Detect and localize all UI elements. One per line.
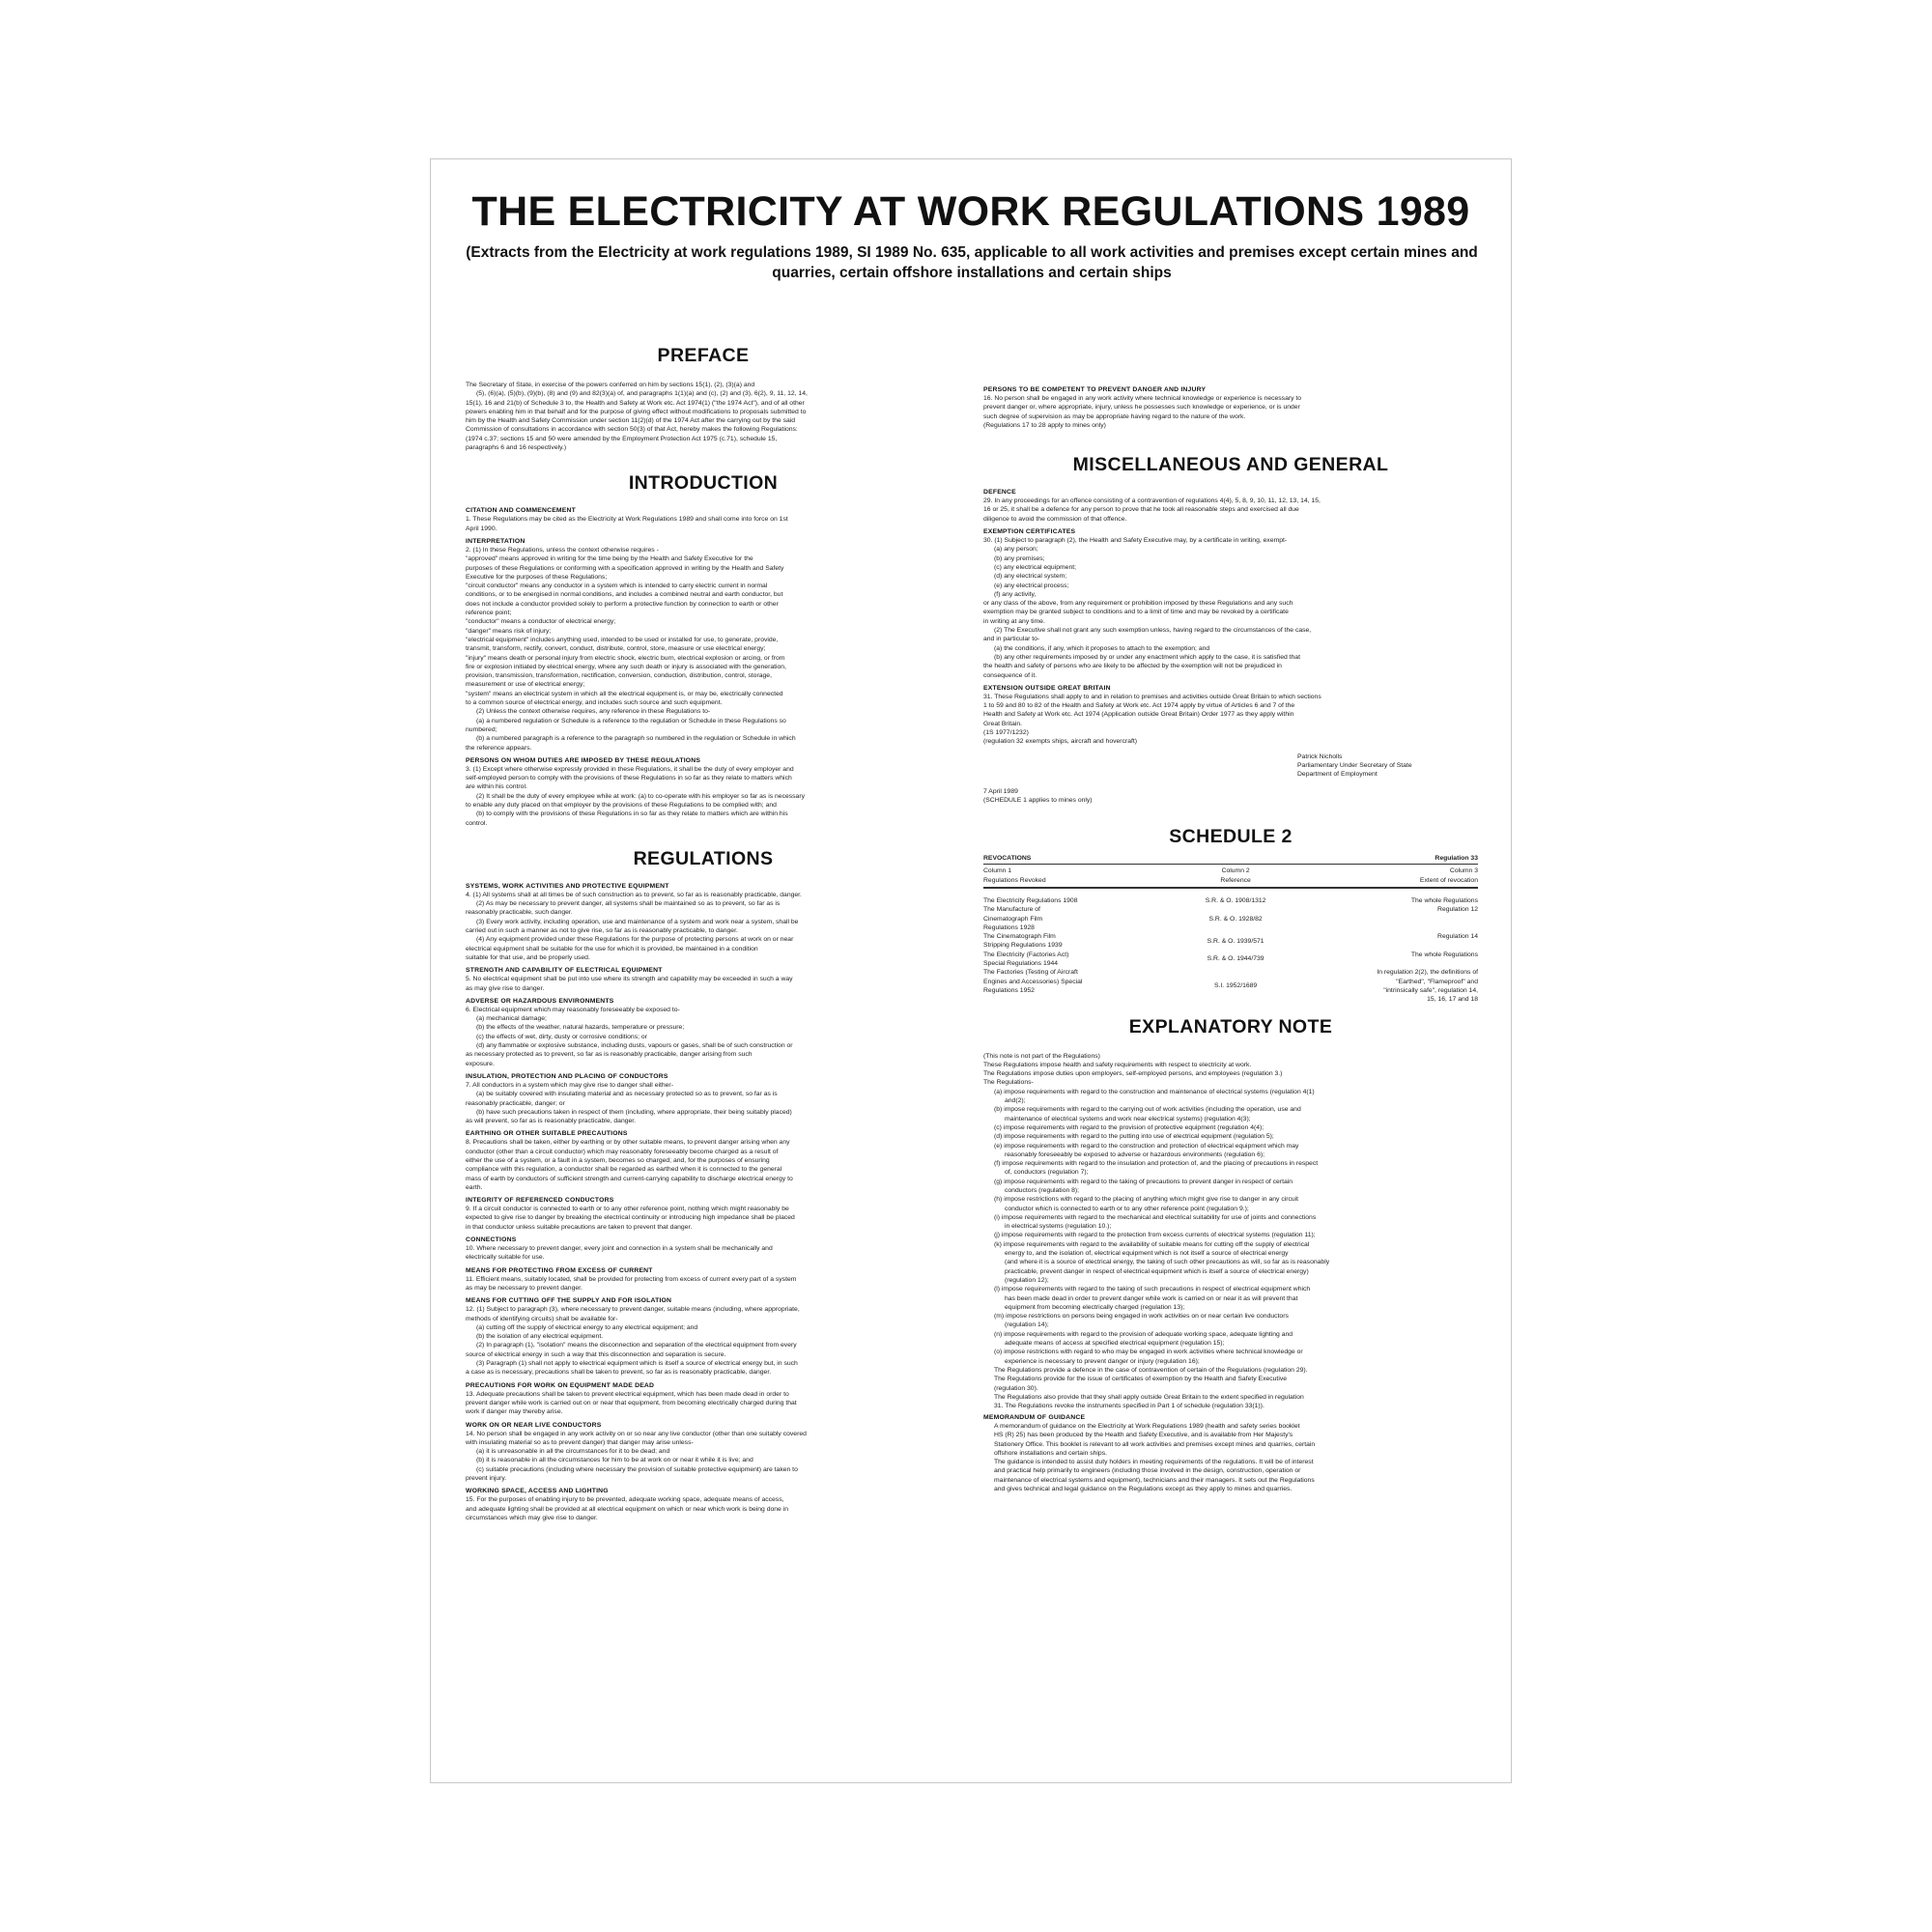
memorandum-text-line: Stationery Office. This booklet is relevant to all work activities and premises except mines and quarries, certain [994,1440,1316,1448]
explanatory-text-line: energy to, and the isolation of, electrical equipment which is not itself a source of electrical energy [1005,1250,1289,1258]
explanatory-note-section [983,1016,1478,1494]
explanatory-text-line: conductor which is connected to earth or to any other reference point (regulation 9.); [1005,1205,1249,1212]
introduction-subheading: INTERPRETATION [466,537,526,545]
introduction-text-line: "system" means an electrical system in which all the electrical equipment is, or may be, electrically connected [466,690,783,697]
regulation-text-line: suitable for that use, and be properly used. [466,953,590,961]
signature-line: Parliamentary Under Secretary of State [1297,761,1412,769]
explanatory-text-line: has been made dead in order to prevent danger while work is carried on or near it as will prevent that [1005,1294,1298,1302]
column-header-line: Extent of revocation [1419,876,1478,884]
schedule-column-header [983,867,1161,885]
cell-line: "Earthed", "Flameproof" and [1396,978,1478,985]
regulation-text-line: as may give rise to danger. [466,984,545,992]
regulation-text-line: 10. Where necessary to prevent danger, every joint and connection in a system shall be mechanically and [466,1245,773,1253]
regulation-text-line: and adequate lighting shall be provided at all electrical equipment on which or near which work is being done in [466,1505,789,1513]
regulations-heading: REGULATIONS [633,847,774,869]
explanatory-text-line: (j) impose requirements with regard to the protection from excess currents of electrical systems (regulation 11); [994,1232,1316,1239]
explanatory-text-line: (c) impose requirements with regard to the provision of protective equipment (regulation 4(4); [994,1123,1264,1131]
regulation-text-line: as may be necessary to prevent danger. [466,1284,582,1292]
cell-line: The whole Regulations [1410,951,1478,958]
introduction-text-line: the reference appears. [466,744,532,752]
regulation-text-line: (a) it is unreasonable in all the circumstances for it to be dead; and [476,1448,670,1456]
miscellaneous-text-line: (c) any electrical equipment; [994,563,1076,571]
regulation-text-line: methods of identifying circuits) shall be available for- [466,1315,618,1322]
poster-title: THE ELECTRICITY AT WORK REGULATIONS 1989 [471,188,1470,235]
introduction-subheading: CITATION AND COMMENCEMENT [466,507,576,515]
regulation-text-line: (b) it is reasonable in all the circumstances for him to be at work on or near it while it is live; and [476,1457,753,1464]
regulation-subheading: WORKING SPACE, ACCESS AND LIGHTING [466,1488,609,1495]
signature-date: 7 April 1989 [983,787,1018,795]
explanatory-text-line: (and where it is a source of electrical energy, the taking of such other precautions as will, so far as is reasonably [1005,1259,1330,1266]
introduction-text-line: to enable any duty placed on that employer by the provisions of these Regulations to be complied with; and [466,801,777,809]
cell-line: Regulation 12 [1437,906,1478,914]
introduction-text-line: (b) a numbered paragraph is a reference to the paragraph so numbered in the regulation or Schedule in which [476,735,796,743]
introduction-text-line: are within his control. [466,783,527,791]
introduction-block [466,537,941,753]
preface-text-line: (1974 c.37; sections 15 and 50 were amended by the Employment Protection Act 1975 (c.71), schedule 15, [466,435,778,442]
regulation-block [466,1129,941,1192]
regulation-33-label: Regulation 33 [1435,855,1478,863]
explanatory-text-line: (o) impose restrictions with regard to who may be engaged in work activities where technical knowledge or [994,1349,1303,1356]
explanatory-text-line: (regulation 30). [994,1384,1038,1392]
regulation-text-line: exposure. [466,1060,495,1067]
regulation-text-line: a case as is necessary, precautions shall be taken to prevent, so far as is reasonably practicable, danger. [466,1369,772,1377]
miscellaneous-text-line: in writing at any time. [983,617,1045,625]
introduction-text-line: (2) Unless the context otherwise requires, any reference in these Regulations to- [476,708,711,716]
competence-text-line: 16. No person shall be engaged in any work activity where technical knowledge or experience is necessary to [983,395,1302,402]
schedule-rule [983,864,1478,865]
regulation-text-line: 7. All conductors in a system which may give rise to danger shall either- [466,1081,673,1089]
regulation-text-line: 8. Precautions shall be taken, either by earthing or by other suitable means, to prevent danger arising when any [466,1139,790,1147]
regulation-text-line: (a) mechanical damage; [476,1015,547,1023]
column-header-line: Column 2 [1221,867,1250,875]
competence-text-line: prevent danger or, where appropriate, injury, unless he possesses such knowledge or experience, or is under [983,404,1300,412]
explanatory-text-line: (k) impose requirements with regard to the availability of suitable means for cutting off the supply of electrical [994,1240,1310,1248]
introduction-text-line: conditions, or to be energised in normal conditions, and includes a combined neutral and earth conductor, but [466,591,783,599]
miscellaneous-block [983,488,1478,524]
introduction-text-line: provision, transmission, transformation, rectification, conversion, conduction, distribution, control, storage, [466,672,772,680]
preface-section [466,345,941,452]
schedule-row [983,968,1478,1004]
cell-line: The Cinematograph Film [983,933,1056,941]
column-header-line: Regulations Revoked [983,876,1046,884]
cell-line: The Manufacture of [983,906,1040,914]
cell-line: Stripping Regulations 1939 [983,942,1063,950]
regulation-text-line: with insulating material so as to prevent danger) that danger may arise unless- [466,1438,694,1446]
introduction-text-line: 1. These Regulations may be cited as the Electricity at Work Regulations 1989 and shall come into force on 1st [466,516,788,524]
schedule-2-section [983,826,1478,1004]
extent-cell [1310,896,1478,905]
explanatory-text-line: The Regulations provide for the issue of certificates of exemption by the Health and Safety Executive [994,1376,1288,1383]
miscellaneous-block [983,527,1478,680]
regulation-text-line: electrical equipment shall be suitable for the use for which it is provided, be maintained in a condition [466,945,758,952]
regulation-text-line: 5. No electrical equipment shall be put into use where its strength and capability may be exceeded in such a way [466,976,793,983]
preface-heading: PREFACE [657,345,750,366]
poster-subtitle: (Extracts from the Electricity at work regulations 1989, SI 1989 No. 635, applicable to all work activities and premises except certain mines and quarries, certain offshore installations and certain ships [466,244,1478,281]
extent-cell [1310,951,1478,969]
introduction-text-line: Executive for the purposes of these Regulations; [466,573,608,581]
regulation-text-line: (b) have such precautions taken in respect of them (including, where appropriate, their being suitably placed) [476,1108,792,1116]
regulation-text-line: 14. No person shall be engaged in any work activity on or so near any live conductor (other than one suitably covered [466,1430,807,1437]
miscellaneous-text-line: diligence to avoid the commission of that offence. [983,515,1127,523]
memorandum-text-line: and practical help primarily to engineers (including those involved in the design, construction, operation or [994,1467,1301,1475]
schedule-label-row [983,854,1478,863]
regulation-text-line: (b) the effects of the weather, natural hazards, temperature or pressure; [476,1024,685,1032]
regulation-text-line: (b) the isolation of any electrical equipment. [476,1333,604,1341]
memorandum-text-line: HS (R) 25) has been produced by the Health and Safety Executive, and is available from Her Majesty's [994,1432,1293,1439]
explanatory-text-line: (m) impose restrictions on persons being engaged in work activities on or near certain live conductors [994,1313,1289,1321]
extent-cell [1310,905,1478,932]
introduction-text-line: numbered; [466,725,497,733]
explanatory-text-line: (This note is not part of the Regulations) [983,1052,1100,1060]
explanatory-text-line: (f) impose requirements with regard to the insulation and protection of, and the placing of precautions in respect [994,1160,1319,1168]
explanatory-text-line: reasonably foreseeably be exposed to adverse or hazardous environments (regulation 6); [1005,1151,1265,1158]
introduction-text-line: April 1990. [466,525,497,532]
explanatory-text-line: equipment from becoming electrically charged (regulation 13); [1005,1303,1185,1311]
preface-text-line: Commission of consultations in accordance with section 50(3) of that Act, hereby makes the following Regulations: [466,426,798,434]
miscellaneous-text-line: 1 to 59 and 80 to 82 of the Health and Safety at Work etc. Act 1974 apply by virtue of Articles 6 and 7 of the [983,702,1295,710]
revocations-label: REVOCATIONS [983,855,1032,863]
regulations-poster [430,158,1512,1783]
regulation-subheading: ADVERSE OR HAZARDOUS ENVIRONMENTS [466,997,614,1005]
miscellaneous-text-line: (a) any person; [994,546,1038,554]
miscellaneous-text-line: Great Britain. [983,720,1023,727]
cell-line: Regulation 14 [1437,933,1478,941]
miscellaneous-text-line: (f) any activity, [994,590,1037,598]
regulation-text-line: earth. [466,1183,483,1191]
miscellaneous-text-line: 31. These Regulations shall apply to and in relation to premises and activities outside Great Britain to which sections [983,693,1321,700]
regulation-subheading: SYSTEMS, WORK ACTIVITIES AND PROTECTIVE EQUIPMENT [466,882,669,890]
miscellaneous-section [983,454,1478,805]
explanatory-text-line: in electrical systems (regulation 10.); [1005,1223,1112,1231]
schedule-row [983,951,1478,969]
introduction-section [466,472,941,828]
cell-line: Engines and Accessories) Special [983,978,1083,985]
explanatory-text-line: practicable, prevent danger in respect of electrical equipment which is itself a source of electrical energy) [1005,1267,1309,1275]
miscellaneous-text-line: 30. (1) Subject to paragraph (2), the Health and Safety Executive may, by a certificate in writing, exempt- [983,537,1288,545]
introduction-text-line: control. [466,819,488,827]
regulation-subheading: STRENGTH AND CAPABILITY OF ELECTRICAL EQUIPMENT [466,967,663,975]
miscellaneous-text-line: the health and safety of persons who are likely to be affected by the exemption will not be prejudiced in [983,663,1282,670]
column-header-line: Column 1 [983,867,1012,875]
cell-line: The whole Regulations [1410,896,1478,904]
introduction-text-line: does not include a conductor provided solely to perform a protective function by connection to earth or other [466,600,779,608]
revoked-regulation-cell [983,896,1161,905]
miscellaneous-text-line: (b) any premises; [994,554,1045,562]
regulation-text-line: (a) cutting off the supply of electrical energy to any electrical equipment; and [476,1323,698,1331]
signature-block [1297,753,1478,780]
introduction-text-line: "injury" means death or personal injury from electric shock, electric burn, electrical explosion or arcing, or from [466,654,785,662]
introduction-text-line: purposes of these Regulations or conforming with a specification approved in writing by the Health and Safety [466,564,784,572]
explanatory-text-line: The Regulations impose duties upon employers, self-employed persons, and employees (regulation 3.) [983,1070,1283,1078]
regulation-text-line: (2) As may be necessary to prevent danger, all systems shall be maintained so as to prevent, so far as is [476,900,781,908]
regulation-text-line: mass of earth by conductors of sufficient strength and current-carrying capability to discharge electrical energy to [466,1175,793,1182]
regulation-text-line: prevent danger while work is carried out on or near that equipment, from becoming electrically charged during that [466,1399,797,1406]
revoked-regulation-cell [983,905,1161,932]
explanatory-text-line: (d) impose requirements with regard to the putting into use of electrical equipment (regulation 5); [994,1133,1274,1141]
introduction-text-line: 2. (1) In these Regulations, unless the context otherwise requires - [466,546,659,554]
reference-cell: S.R. & O. 1928/82 [1208,915,1263,923]
explanatory-text-line: (h) impose restrictions with regard to the placing of anything which might give rise to danger in any circuit [994,1196,1299,1204]
miscellaneous-text-line: (2) The Executive shall not grant any such exemption unless, having regard to the circumstances of the case, [994,627,1312,635]
miscellaneous-text-line: and in particular to- [983,636,1040,643]
cell-line: The Electricity Regulations 1908 [983,896,1078,904]
miscellaneous-text-line: 16 or 25, it shall be a defence for any person to prove that he took all reasonable steps and exercised all due [983,506,1299,514]
preface-text-line: powers enabling him in that behalf and for the purpose of giving effect without modifications to proposals submitted to [466,408,807,415]
regulation-text-line: 4. (1) All systems shall at all times be of such construction as to prevent, so far as is reasonably practicable, danger. [466,891,802,898]
explanatory-text-line: adequate means of access at specified electrical equipment (regulation 15); [1005,1340,1225,1348]
explanatory-text-line: and(2); [1005,1097,1026,1105]
explanatory-text-line: (e) impose requirements with regard to the construction and protection of electrical equipment which may [994,1142,1299,1150]
preface-text-line: (5), (6)(a), (5)(b), (9)(b), (8) and (9) and 82(3)(a) of, and paragraphs 1(1)(a) and (c), (2) and (3), 6(2), 9, 11, 12, 14, [476,390,808,398]
preface-text-line: paragraphs 6 and 16 respectively.) [466,444,567,452]
memorandum-text-line: maintenance of electrical systems and equipment), technicians and their managers. It sets out the Regulations [994,1476,1315,1484]
cell-line: Regulations 1928 [983,923,1035,931]
explanatory-text-line: (regulation 14); [1005,1321,1049,1329]
regulation-text-line: expected to give rise to danger by breaking the electrical continuity or introducing high impedance shall be placed [466,1214,795,1222]
regulation-text-line: 13. Adequate precautions shall be taken to prevent electrical equipment, which has been made dead in order to [466,1390,789,1398]
introduction-text-line: self-employed person to comply with the provisions of these Regulations in so far as they relate to matters which [466,775,792,782]
reference-cell: S.R. & O. 1908/1312 [1205,896,1266,904]
regulation-subheading: MEANS FOR PROTECTING FROM EXCESS OF CURRENT [466,1266,653,1274]
explanatory-text-line: maintenance of electrical systems and work near electrical systems) (regulation 4(3); [1005,1115,1251,1122]
explanatory-text-line: of, conductors (regulation 7); [1005,1169,1089,1177]
explanatory-text-line: (a) impose requirements with regard to the construction and maintenance of electrical systems (regulation 4(1) [994,1088,1315,1095]
introduction-text-line: reference point; [466,610,512,617]
regulation-block [466,1381,941,1417]
regulation-text-line: conductor (other than a circuit conductor) which may reasonably foreseeably become charged as a result of [466,1148,779,1155]
reference-cell: S.R. & O. 1944/739 [1207,955,1264,963]
regulation-block [466,1072,941,1125]
regulation-text-line: electrically suitable for use. [466,1254,545,1262]
regulations-section [466,848,941,1522]
regulation-text-line: 11. Efficient means, suitably located, shall be provided for protecting from excess of current every part of a system [466,1275,797,1283]
column-header-line: Column 3 [1449,867,1478,875]
left-column [466,309,941,1526]
miscellaneous-block [983,684,1478,747]
regulation-text-line: 9. If a circuit conductor is connected to earth or to any other reference point, nothing which might reasonably be [466,1206,789,1213]
regulation-block [466,966,941,993]
regulation-text-line: 15. For the purposes of enabling injury to be prevented, adequate working space, adequate means of access, [466,1496,784,1504]
introduction-text-line: 3. (1) Except where otherwise expressly provided in these Regulations, it shall be the duty of every employer and [466,765,794,773]
explanatory-text-line: The Regulations provide a defence in the case of contravention of certain of the Regulations (regulation 29). [994,1366,1308,1374]
explanatory-text-line: conductors (regulation 8); [1005,1187,1080,1194]
explanatory-text-line: experience is necessary to prevent danger or injury (regulation 16); [1005,1357,1200,1365]
regulation-text-line: (a) be suitably covered with insulating material and as necessary protected so as to prevent, so far as is [476,1091,778,1098]
regulation-block [466,1296,941,1377]
regulation-block [466,997,941,1068]
explanatory-text-line: (l) impose requirements with regard to the taking of such precautions in respect of electrical equipment which [994,1286,1311,1293]
regulation-block [466,1266,941,1293]
extent-cell [1310,968,1478,1004]
regulation-text-line: 6. Electrical equipment which may reasonably foreseeably be exposed to- [466,1006,680,1013]
signature-line: Department of Employment [1297,771,1378,779]
regulation-text-line: carried out in such a manner as not to give rise, so far as is reasonably practicable, to danger. [466,927,738,935]
introduction-block [466,506,941,533]
memorandum-text-line: The guidance is intended to assist duty holders in meeting requirements of the regulations. It will be of interest [994,1459,1314,1466]
explanatory-text-line: (g) impose requirements with regard to the taking of precautions to prevent danger in respect of certain [994,1178,1293,1185]
schedule-2-heading: SCHEDULE 2 [1169,826,1293,848]
regulation-subheading: PRECAUTIONS FOR WORK ON EQUIPMENT MADE DEAD [466,1381,655,1389]
schedule-rule-thick [983,887,1478,889]
regulation-text-line: (c) suitable precautions (including where necessary the provision of suitable protective equipment) are taken to [476,1465,798,1473]
right-column [983,309,1478,1493]
schedule-row [983,932,1478,951]
miscellaneous-text-line: exemption may be granted subject to conditions and to a limit of time and may be revoked by a certificate [983,609,1289,616]
introduction-text-line: "danger" means risk of injury; [466,627,552,635]
preface-text-line: The Secretary of State, in exercise of the powers conferred on him by sections 15(1), (2), (3)(a) and [466,382,755,388]
memorandum-text-line: and gives technical and legal guidance on the Regulations except as they apply to mines and quarries. [994,1486,1293,1492]
regulation-text-line: reasonably practicable, danger; or [466,1099,565,1107]
cell-line: The Electricity (Factories Act) [983,951,1069,958]
introduction-text-line: (2) It shall be the duty of every employee while at work: (a) to co-operate with his employer so far as is necessary [476,792,805,800]
schedule-rows [983,896,1478,1005]
regulation-block [466,1487,941,1522]
schedule-table [983,867,1478,885]
miscellaneous-text-line: (d) any electrical system; [994,573,1067,581]
introduction-heading: INTRODUCTION [628,472,779,495]
cell-line: Cinematograph Film [983,915,1043,923]
introduction-subheading: PERSONS ON WHOM DUTIES ARE IMPOSED BY THESE REGULATIONS [466,756,701,764]
regulation-text-line: work if danger may thereby arise. [466,1408,563,1416]
introduction-text-line: to a common source of electrical energy, and includes such source and such equipment. [466,699,723,707]
explanatory-text-line: (i) impose requirements with regard to the mechanical and electrical suitability for use of joints and connections [994,1213,1317,1221]
regulation-text-line: (d) any flammable or explosive substance, including dusts, vapours or gases, shall be of such construction or [476,1042,793,1050]
regulation-text-line: (c) the effects of wet, dirty, dusty or corrosive conditions; or [476,1033,647,1040]
regulation-text-line: (3) Every work activity, including operation, use and maintenance of a system and work near a system, shall be [476,918,799,925]
schedule-row [983,896,1478,905]
revoked-regulation-cell [983,932,1161,951]
memorandum-text-line: A memorandum of guidance on the Electricity at Work Regulations 1989 (health and safety series booklet [994,1422,1300,1430]
schedule-column-header [1161,867,1310,885]
preface-text-line: him by the Health and Safety Commission under section 11(2)(d) of the 1974 Act after the carrying out by the said [466,417,796,425]
regulation-text-line: either the use of a system, or a fault in a system, becomes so charged; and, for the purposes of ensuring [466,1157,770,1164]
regulation-block [466,1421,941,1484]
explanatory-text-line: (b) impose requirements with regard to the carrying out of work activities (including the operation, use and [994,1106,1301,1114]
regulation-subheading: INSULATION, PROTECTION AND PLACING OF CONDUCTORS [466,1072,668,1080]
explanatory-text-line: The Regulations also provide that they shall apply outside Great Britain to the extent specified in regulation [994,1393,1304,1401]
regulation-text-line: compliance with this regulation, a conductor shall be regarded as earthed when it is connected to the general [466,1166,782,1174]
revoked-regulation-cell [983,968,1161,1004]
introduction-block [466,756,941,828]
introduction-text-line: "approved" means approved in writing for the time being by the Health and Safety Executive for the [466,555,753,563]
miscellaneous-text-line: (a) the conditions, if any, which it proposes to attach to the exemption; and [994,644,1210,652]
reference-cell: S.R. & O. 1939/571 [1207,937,1264,945]
competence-subheading: PERSONS TO BE COMPETENT TO PREVENT DANGER AND INJURY [983,386,1207,393]
miscellaneous-heading: MISCELLANEOUS AND GENERAL [1072,454,1389,476]
memorandum-subheading: MEMORANDUM OF GUIDANCE [983,1413,1086,1421]
regulation-text-line: as will prevent, so far as is reasonably practicable, danger. [466,1118,637,1125]
miscellaneous-text-line: consequence of it. [983,671,1037,679]
miscellaneous-text-line: 29. In any proceedings for an offence consisting of a contravention of regulations 4(4), 5, 8, 9, 10, 11, 12, 13, 14, 15, [983,497,1321,505]
reference-cell: S.I. 1952/1689 [1214,982,1258,990]
regulation-subheading: MEANS FOR CUTTING OFF THE SUPPLY AND FOR ISOLATION [466,1297,672,1305]
regulation-subheading: CONNECTIONS [466,1236,517,1244]
explanatory-text-line: The Regulations- [983,1079,1034,1087]
competence-section [983,385,1478,430]
competence-text-line: such degree of supervision as may be appropriate having regard to the nature of the work. [983,412,1246,420]
regulation-text-line: in that conductor unless suitable precautions are taken to prevent that danger. [466,1223,693,1231]
schedule-column-header [1310,867,1478,885]
regulation-text-line: (2) In paragraph (1), "isolation" means the disconnection and separation of the electrical equipment from every [476,1342,797,1350]
schedule-1-note: (SCHEDULE 1 applies to mines only) [983,796,1093,804]
miscellaneous-text-line: (regulation 32 exempts ships, aircraft and hovercraft) [983,738,1138,746]
cell-line: The Factories (Testing of Aircraft [983,969,1078,977]
revoked-regulation-cell [983,951,1161,969]
introduction-text-line: "conductor" means a conductor of electrical energy; [466,618,616,626]
miscellaneous-text-line: (e) any electrical process; [994,582,1069,589]
regulation-block [466,1236,941,1263]
regulation-text-line: circumstances which may give rise to danger. [466,1514,598,1521]
explanatory-note-heading: EXPLANATORY NOTE [1128,1015,1333,1037]
regulation-text-line: prevent injury. [466,1475,507,1483]
regulation-subheading: INTEGRITY OF REFERENCED CONDUCTORS [466,1197,614,1205]
introduction-text-line: (a) a numbered regulation or Schedule is a reference to the regulation or Schedule in these Regulations so [476,717,786,724]
miscellaneous-subheading: EXEMPTION CERTIFICATES [983,528,1076,536]
regulation-subheading: WORK ON OR NEAR LIVE CONDUCTORS [466,1421,602,1429]
explanatory-text-line: These Regulations impose health and safety requirements with respect to electricity at work. [983,1061,1252,1068]
introduction-text-line: measurement or use of electrical energy; [466,681,585,689]
column-header-line: Reference [1220,876,1251,884]
miscellaneous-subheading: DEFENCE [983,489,1016,497]
memorandum-text-line: offshore installations and certain ships. [994,1449,1108,1457]
signature-line: Patrick Nicholls [1297,753,1343,760]
regulation-text-line: as necessary protected as to prevent, so far as is reasonably practicable, danger arising from such [466,1051,753,1059]
introduction-text-line: fire or explosion initiated by electrical energy, where any such death or injury is associated with the generation, [466,663,786,670]
introduction-text-line: (b) to comply with the provisions of these Regulations in so far as they relate to matters which are within his [476,810,788,818]
miscellaneous-text-line: Health and Safety at Work etc. Act 1974 (Application outside Great Britain) Order 1977 as they apply within [983,711,1294,719]
introduction-text-line: "circuit conductor" means any conductor in a system which is intended to carry electric current in normal [466,582,768,590]
miscellaneous-subheading: EXTENSION OUTSIDE GREAT BRITAIN [983,684,1111,692]
regulation-block [466,882,941,962]
preface-text-line: 15(1), 16 and 21(b) of Schedule 3 to, the Health and Safety at Work etc. Act 1974(1) ("the 1974 Act"), and of all other [466,399,805,407]
regulation-text-line: reasonably practicable, such danger. [466,909,573,917]
cell-line: In regulation 2(2), the definitions of [1377,969,1478,977]
cell-line: Regulations 1952 [983,986,1035,994]
regulation-text-line: (3) Paragraph (1) shall not apply to electrical equipment which is itself a source of electrical energy but, in such [476,1360,798,1368]
schedule-row [983,905,1478,932]
competence-text-line: (Regulations 17 to 28 apply to mines only) [983,421,1106,429]
regulation-text-line: 12. (1) Subject to paragraph (3), where necessary to prevent danger, suitable means (including, where appropriate, [466,1306,800,1314]
regulation-text-line: source of electrical energy in such a way that this disconnection and separation is secure. [466,1350,726,1358]
miscellaneous-text-line: (b) any other requirements imposed by or under any enactment which apply to the case, it is satisfied that [994,653,1300,661]
explanatory-text-line: 31. The Regulations revoke the instruments specified in Part 1 of schedule (regulation 33(1)). [994,1403,1264,1410]
introduction-text-line: "electrical equipment" includes anything used, intended to be used or installed for use, to generate, provide, [466,636,779,643]
explanatory-text-line: (n) impose requirements with regard to the provision of adequate working space, adequate lighting and [994,1330,1293,1338]
miscellaneous-text-line: (1S 1977/1232) [983,729,1029,737]
explanatory-text-line: (regulation 12); [1005,1276,1049,1284]
cell-line: Special Regulations 1944 [983,960,1059,968]
cell-line: "intrinsically safe", regulation 14, [1383,986,1478,994]
regulation-subheading: EARTHING OR OTHER SUITABLE PRECAUTIONS [466,1130,628,1138]
regulation-block [466,1196,941,1232]
miscellaneous-text-line: or any class of the above, from any requirement or prohibition imposed by these Regulations and any such [983,600,1293,608]
cell-line: 15, 16, 17 and 18 [1427,996,1478,1004]
regulation-text-line: (4) Any equipment provided under these Regulations for the purpose of protecting persons at work on or near [476,936,794,944]
introduction-text-line: transmit, transform, rectify, convert, conduct, distribute, control, store, measure or use electrical energy; [466,645,766,653]
extent-cell [1310,932,1478,951]
